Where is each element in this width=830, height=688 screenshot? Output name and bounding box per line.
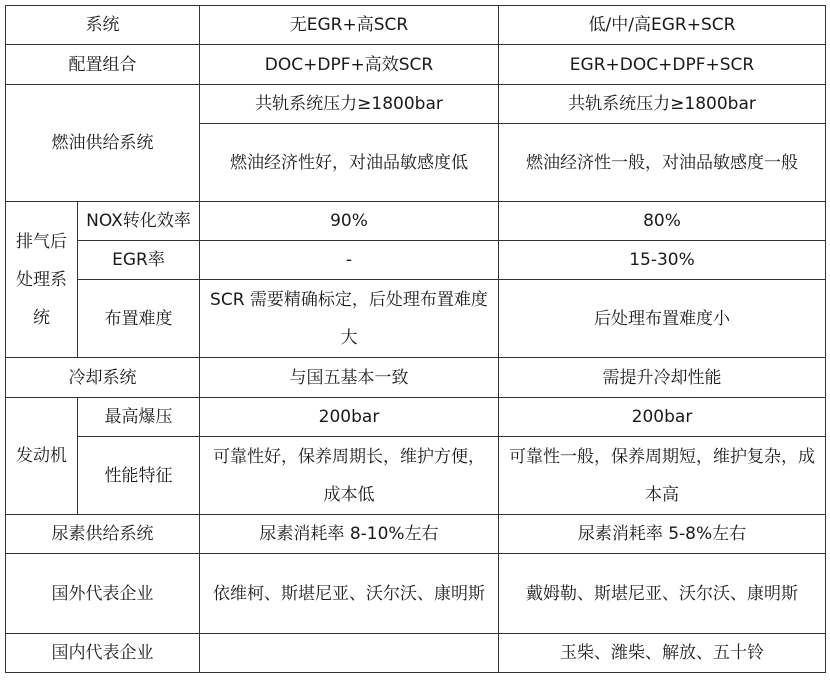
egr-row	[6, 241, 826, 280]
domestic-a	[200, 634, 499, 673]
layout-label: 布置难度	[78, 280, 200, 358]
fuel-pressure-a: 共轨系统压力≥1800bar	[200, 85, 499, 124]
header-no-egr: 无EGR+高SCR	[200, 6, 499, 45]
nox-b: 80%	[499, 202, 826, 241]
layout-b: 后处理布置难度小	[499, 280, 826, 358]
fuel-label: 燃油供给系统	[6, 85, 200, 202]
domestic-row	[6, 634, 826, 673]
fuel-economy-a: 燃油经济性好，对油品敏感度低	[200, 124, 499, 202]
foreign-a: 依维柯、斯堪尼亚、沃尔沃、康明斯	[200, 554, 499, 634]
config-row	[6, 45, 826, 85]
nox-row	[6, 202, 826, 241]
urea-a: 尿素消耗率 8-10%左右	[200, 515, 499, 554]
header-row	[6, 6, 826, 45]
perf-a: 可靠性好，保养周期长，维护方便，成本低	[200, 437, 499, 515]
performance-row	[6, 437, 826, 515]
perf-label: 性能特征	[78, 437, 200, 515]
nox-a: 90%	[200, 202, 499, 241]
egr-label: EGR率	[78, 241, 200, 280]
cooling-b: 需提升冷却性能	[499, 358, 826, 398]
foreign-label: 国外代表企业	[6, 554, 200, 634]
header-egr: 低/中/高EGR+SCR	[499, 6, 826, 45]
peak-a: 200bar	[200, 398, 499, 437]
peak-label: 最高爆压	[78, 398, 200, 437]
perf-b: 可靠性一般，保养周期短，维护复杂，成本高	[499, 437, 826, 515]
layout-a: SCR 需要精确标定，后处理布置难度大	[200, 280, 499, 358]
layout-row	[6, 280, 826, 358]
domestic-b: 玉柴、潍柴、解放、五十铃	[499, 634, 826, 673]
egr-a: -	[200, 241, 499, 280]
comparison-table	[5, 5, 826, 673]
egr-b: 15-30%	[499, 241, 826, 280]
fuel-economy-b: 燃油经济性一般，对油品敏感度一般	[499, 124, 826, 202]
header-system: 系统	[6, 6, 200, 45]
urea-b: 尿素消耗率 5-8%左右	[499, 515, 826, 554]
foreign-b: 戴姆勒、斯堪尼亚、沃尔沃、康明斯	[499, 554, 826, 634]
urea-row	[6, 515, 826, 554]
cooling-a: 与国五基本一致	[200, 358, 499, 398]
fuel-pressure-row	[6, 85, 826, 124]
urea-label: 尿素供给系统	[6, 515, 200, 554]
aftertreatment-label: 排气后处理系统	[6, 202, 78, 358]
fuel-pressure-b: 共轨系统压力≥1800bar	[499, 85, 826, 124]
config-b: EGR+DOC+DPF+SCR	[499, 45, 826, 85]
engine-label: 发动机	[6, 398, 78, 515]
config-label: 配置组合	[6, 45, 200, 85]
domestic-label: 国内代表企业	[6, 634, 200, 673]
cooling-row	[6, 358, 826, 398]
cooling-label: 冷却系统	[6, 358, 200, 398]
config-a: DOC+DPF+高效SCR	[200, 45, 499, 85]
peak-pressure-row	[6, 398, 826, 437]
peak-b: 200bar	[499, 398, 826, 437]
foreign-row	[6, 554, 826, 634]
nox-label: NOX转化效率	[78, 202, 200, 241]
